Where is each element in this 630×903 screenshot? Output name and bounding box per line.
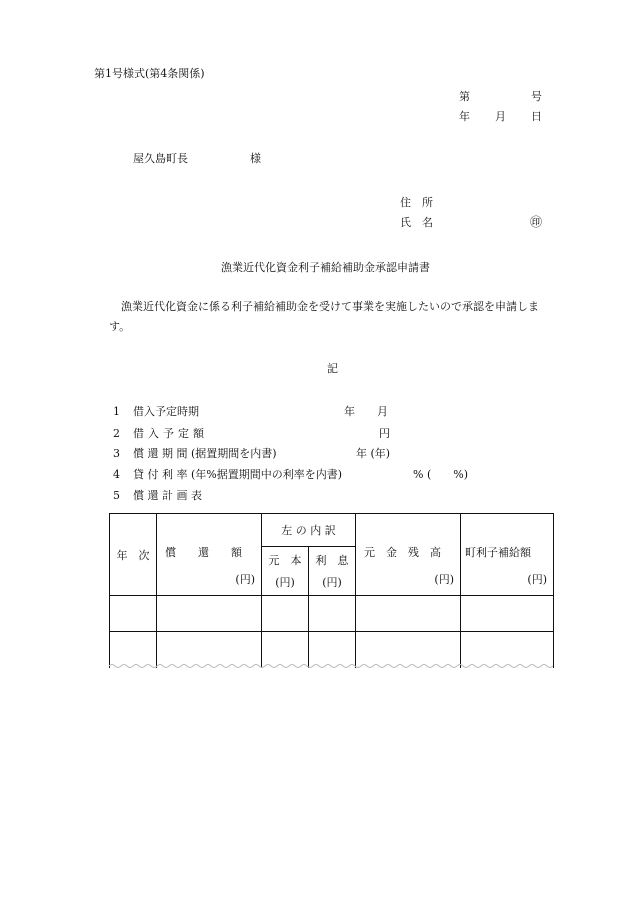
date-day: 日 bbox=[531, 110, 542, 123]
table-row bbox=[110, 596, 554, 632]
table-cell bbox=[157, 596, 262, 632]
table-cell bbox=[309, 596, 356, 632]
item-1-number: 1 bbox=[113, 405, 120, 418]
item-2-label: 借入予定額 bbox=[133, 427, 208, 440]
repayment-plan-table bbox=[109, 513, 554, 668]
item-5-label: 償 還 計 画 表 bbox=[133, 489, 202, 502]
form-number: 第1号様式(第4条関係) bbox=[94, 67, 205, 80]
interest-unit: (円) bbox=[322, 576, 342, 589]
item-4-value: % ( %) bbox=[413, 468, 468, 481]
col-header-repayment bbox=[157, 514, 262, 596]
principal-label: 元 本 bbox=[268, 554, 302, 567]
item-1-value: 年 月 bbox=[344, 405, 388, 418]
table-cell bbox=[356, 596, 461, 632]
col-header-year: 年 次 bbox=[110, 514, 157, 596]
subsidy-label: 町利子補給額 bbox=[465, 546, 531, 559]
document-title: 漁業近代化資金利子補給補助金承認申請書 bbox=[221, 261, 430, 274]
item-4-number: 4 bbox=[113, 468, 120, 481]
table-cell bbox=[461, 596, 554, 632]
date-year: 年 bbox=[459, 110, 470, 123]
date-month: 月 bbox=[495, 110, 506, 123]
table-cell bbox=[110, 596, 157, 632]
item-3-number: 3 bbox=[113, 447, 120, 460]
repayment-label: 償 還 額 bbox=[165, 546, 242, 559]
col-header-principal bbox=[262, 547, 309, 596]
item-2-value: 円 bbox=[379, 427, 390, 440]
item-2-number: 2 bbox=[113, 427, 120, 440]
subsidy-unit: (円) bbox=[527, 573, 547, 586]
col-header-balance bbox=[356, 514, 461, 596]
col-header-breakdown: 左 の 内 訳 bbox=[262, 514, 356, 547]
item-5-number: 5 bbox=[113, 489, 120, 502]
addressee-name: 屋久島町長 bbox=[133, 152, 188, 165]
issue-number-dai: 第 bbox=[459, 90, 470, 103]
address-label: 住 所 bbox=[400, 196, 433, 209]
item-3-value: 年 (年) bbox=[356, 447, 391, 460]
name-label: 氏 名 bbox=[400, 216, 433, 229]
principal-unit: (円) bbox=[275, 576, 295, 589]
body-text-line2: す。 bbox=[109, 320, 131, 333]
body-text-line1: 漁業近代化資金に係る利子補給補助金を受けて事業を実施したいので承認を申請しま bbox=[121, 300, 539, 313]
col-header-subsidy bbox=[461, 514, 554, 596]
item-1-label: 借入予定時期 bbox=[133, 405, 199, 418]
seal-mark: ㊞ bbox=[530, 215, 543, 229]
ki-heading: 記 bbox=[327, 362, 338, 375]
item-3-label: 償 還 期 間 (据置期間を内書) bbox=[133, 447, 277, 460]
balance-label: 元 金 残 高 bbox=[364, 546, 441, 559]
col-header-interest bbox=[309, 547, 356, 596]
issue-number-go: 号 bbox=[531, 90, 542, 103]
item-4-label: 貸 付 利 率 (年%据置期間中の利率を内書) bbox=[133, 468, 343, 481]
addressee-honorific: 様 bbox=[250, 152, 261, 165]
interest-label: 利 息 bbox=[315, 554, 349, 567]
table-cut-wave bbox=[109, 663, 553, 669]
repayment-unit: (円) bbox=[235, 573, 255, 586]
balance-unit: (円) bbox=[434, 573, 454, 586]
table-cell bbox=[262, 596, 309, 632]
